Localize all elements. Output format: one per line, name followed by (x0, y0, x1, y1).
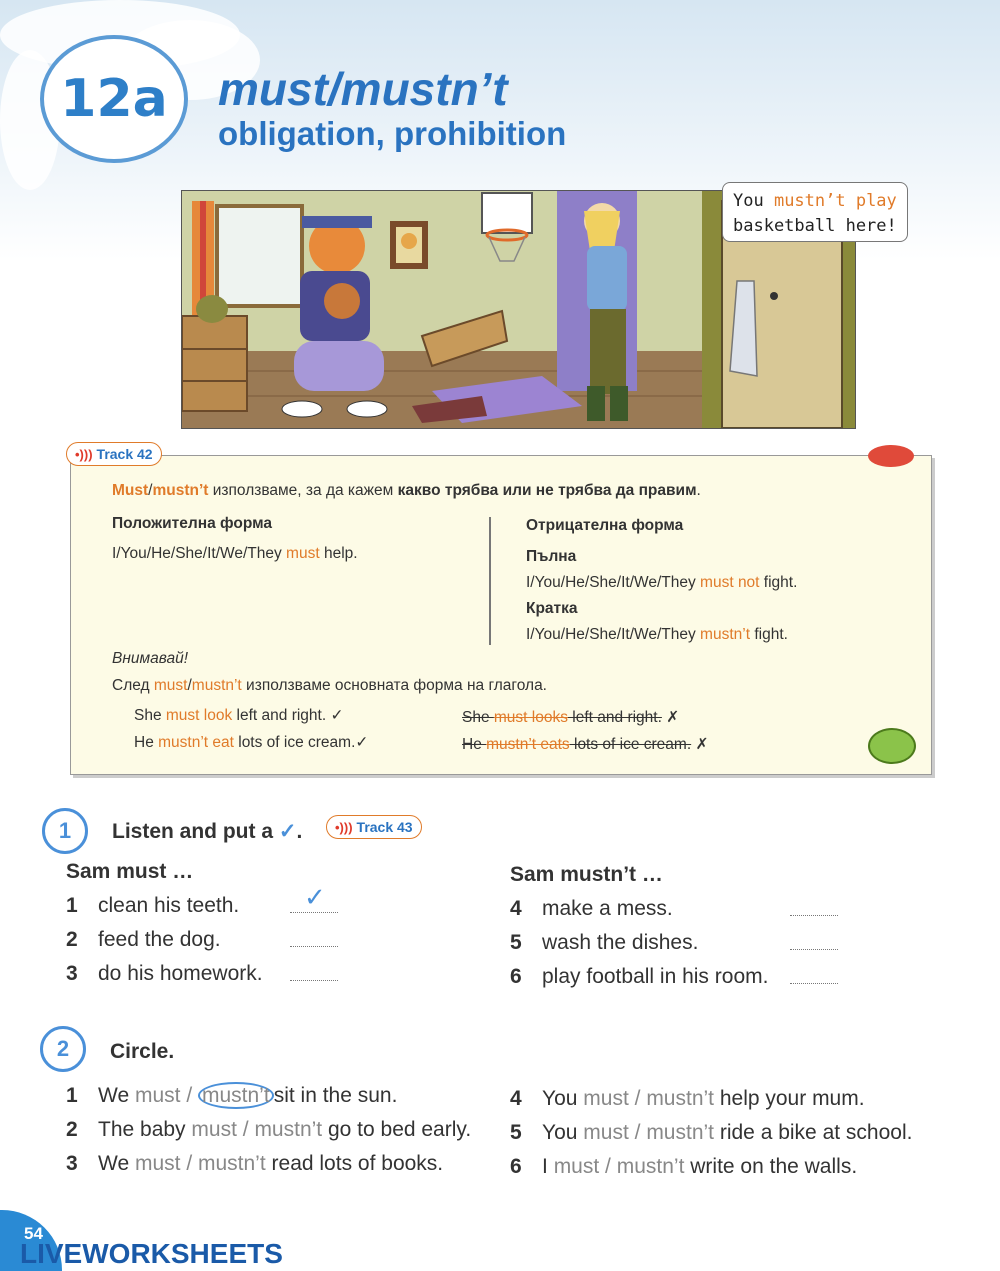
full-rest: fight. (759, 574, 798, 591)
option-separator: / (180, 1152, 198, 1175)
cross-mark: ✗ (691, 736, 709, 753)
option-separator: / (599, 1155, 617, 1178)
example-verb: must look (165, 707, 233, 724)
item-rest: read lots of books. (271, 1152, 444, 1175)
note-title: Внимавай! (112, 650, 189, 667)
item-number: 1 (66, 894, 78, 917)
wrong-verb: must looks (493, 709, 568, 726)
intro-mustnt: mustn’t (152, 482, 209, 499)
example-rest: lots of ice cream.✓ (233, 734, 369, 751)
unit-number: 12a (60, 69, 168, 129)
option-must[interactable]: must (583, 1121, 629, 1144)
answer-blank[interactable] (790, 937, 838, 950)
exercise-2-number: 2 (40, 1026, 86, 1072)
item-rest: sit in the sun. (273, 1084, 398, 1107)
item-number: 2 (66, 928, 78, 951)
item-number: 5 (510, 1121, 522, 1144)
intro-slash: / (148, 482, 153, 499)
ex1-dot: . (296, 820, 303, 843)
option-separator: / (628, 1121, 647, 1144)
exercise-1-item (510, 965, 768, 989)
option-separator: / (180, 1084, 198, 1107)
exercise-2-item (66, 1152, 443, 1176)
option-mustnt[interactable]: mustn’t (616, 1155, 685, 1178)
answer-blank[interactable] (290, 934, 338, 947)
example-subject: He (134, 734, 159, 751)
check-icon: ✓ (278, 820, 297, 843)
note-slash: / (187, 677, 192, 694)
exercise-1-instruction (112, 819, 302, 844)
item-text: clean his teeth. (98, 894, 240, 917)
answer-blank[interactable] (790, 971, 838, 984)
bubble-text-start: You (733, 191, 774, 211)
exercise-2-item (510, 1121, 912, 1145)
item-number: 1 (66, 1084, 78, 1107)
wrong-example (462, 708, 679, 727)
option-mustnt[interactable]: mustn’t (198, 1152, 266, 1175)
exercise-1-item (66, 928, 221, 952)
short-verb: mustn’t (700, 626, 751, 643)
wrong-subject: She (462, 709, 494, 726)
item-number: 3 (66, 962, 78, 985)
note-text (112, 677, 547, 695)
item-rest: go to bed early. (327, 1118, 472, 1141)
item-number: 6 (510, 1155, 522, 1178)
item-text: wash the dishes. (542, 931, 699, 954)
option-must[interactable]: must (191, 1118, 237, 1141)
wrong-rest: left and right. (567, 709, 662, 726)
exercise-2-item (510, 1087, 865, 1111)
item-text: make a mess. (542, 897, 673, 920)
track-43-button[interactable] (326, 815, 422, 839)
frog-mascot-icon (868, 728, 916, 764)
item-subject: We (98, 1084, 130, 1107)
option-must[interactable]: must (583, 1087, 629, 1110)
negative-form-title: Отрицателна форма (526, 517, 684, 534)
item-rest: ride a bike at school. (719, 1121, 913, 1144)
option-mustnt[interactable]: mustn’t (646, 1087, 714, 1110)
page-number: 54 (24, 1224, 43, 1243)
note-end: използваме основната форма на глагола. (241, 677, 547, 694)
bubble-highlight: mustn’t play (773, 191, 897, 211)
pin-icon (868, 445, 914, 467)
item-text: play football in his room. (542, 965, 769, 988)
example-rest: left and right. ✓ (232, 707, 344, 724)
wrong-example (462, 735, 708, 754)
exercise-2-item (510, 1155, 857, 1179)
item-subject: You (542, 1087, 578, 1110)
correct-example (134, 733, 368, 752)
grammar-box (70, 455, 932, 775)
item-subject: You (542, 1121, 578, 1144)
correct-example (134, 706, 343, 725)
positive-verb: must (286, 545, 320, 562)
positive-rest: help. (319, 545, 358, 562)
full-verb: must not (700, 574, 760, 591)
lesson-subtitle: obligation, prohibition (218, 115, 567, 152)
item-rest: write on the walls. (690, 1155, 858, 1178)
option-separator: / (236, 1118, 255, 1141)
intro-end: . (696, 482, 701, 499)
must-list-title: Sam must … (66, 860, 194, 883)
exercise-1-item (66, 894, 239, 918)
wrong-rest: lots of ice cream. (569, 736, 692, 753)
item-number: 4 (510, 1087, 522, 1110)
short-subjects: I/You/He/She/It/We/They (526, 626, 701, 643)
option-mustnt-circled[interactable]: mustn’t (198, 1082, 274, 1109)
note-start: След (112, 677, 154, 694)
positive-form-example (112, 545, 358, 563)
track-label: Track 43 (356, 819, 413, 835)
grammar-intro (112, 482, 701, 500)
exercise-1-number: 1 (42, 808, 88, 854)
answer-blank[interactable] (790, 903, 838, 916)
intro-must: Must (112, 482, 149, 499)
item-number: 4 (510, 897, 522, 920)
full-subjects: I/You/He/She/It/We/They (526, 574, 701, 591)
option-separator: / (628, 1087, 647, 1110)
exercise-1-item (66, 962, 263, 986)
wrong-subject: He (462, 736, 487, 753)
item-text: do his homework. (98, 962, 263, 985)
exercise-1-item (510, 897, 673, 921)
answer-blank[interactable] (290, 968, 338, 981)
exercise-2-item (66, 1118, 471, 1142)
answer-check-icon: ✓ (304, 882, 326, 912)
short-form-example (526, 626, 788, 644)
unit-badge (40, 35, 188, 163)
option-mustnt[interactable]: mustn’t (254, 1118, 323, 1141)
option-mustnt[interactable]: mustn’t (646, 1121, 714, 1144)
mustnt-list-title: Sam mustn’t … (510, 863, 663, 886)
exercise-1-item (510, 931, 698, 955)
column-divider (489, 517, 491, 645)
ex1-title: Listen and put a (112, 820, 279, 843)
example-subject: She (134, 707, 166, 724)
exercise-2-item (66, 1084, 397, 1108)
item-text: feed the dog. (98, 928, 221, 951)
item-subject: We (98, 1152, 130, 1175)
track-label: Track 42 (96, 446, 153, 462)
example-verb: mustn’t eat (158, 734, 234, 751)
bubble-text-end: basketball here! (733, 216, 897, 236)
short-form-title: Кратка (526, 600, 578, 617)
item-rest: help your mum. (719, 1087, 865, 1110)
speaker-icon: •))) (75, 446, 93, 462)
option-must[interactable]: must (134, 1084, 181, 1107)
short-rest: fight. (750, 626, 788, 643)
liveworksheets-logo[interactable]: LIVEWORKSHEETS (20, 1238, 283, 1269)
option-must[interactable]: must (553, 1155, 600, 1178)
intro-bold: какво трябва или не трябва да правим (397, 482, 697, 499)
speaker-icon: •))) (335, 819, 353, 835)
answer-blank[interactable] (290, 882, 338, 913)
item-subject: I (542, 1155, 548, 1178)
exercise-2-instruction: Circle. (110, 1040, 175, 1063)
item-number: 2 (66, 1118, 78, 1141)
full-form-title: Пълна (526, 548, 577, 565)
positive-subjects: I/You/He/She/It/We/They (112, 545, 287, 562)
item-number: 6 (510, 965, 522, 988)
item-number: 3 (66, 1152, 78, 1175)
full-form-example (526, 574, 797, 592)
item-number: 5 (510, 931, 522, 954)
lesson-title: must/mustn’t (218, 63, 508, 115)
positive-form-title: Положителна форма (112, 515, 272, 532)
speech-bubble (722, 182, 908, 242)
cross-mark: ✗ (661, 709, 680, 726)
note-must: must (153, 677, 188, 694)
note-mustnt: mustn’t (191, 677, 242, 694)
wrong-verb: mustn’t eats (486, 736, 570, 753)
track-42-button[interactable] (66, 442, 162, 466)
intro-text: използваме, за да кажем (208, 482, 398, 499)
item-subject: The baby (98, 1118, 186, 1141)
option-must[interactable]: must (134, 1152, 181, 1175)
